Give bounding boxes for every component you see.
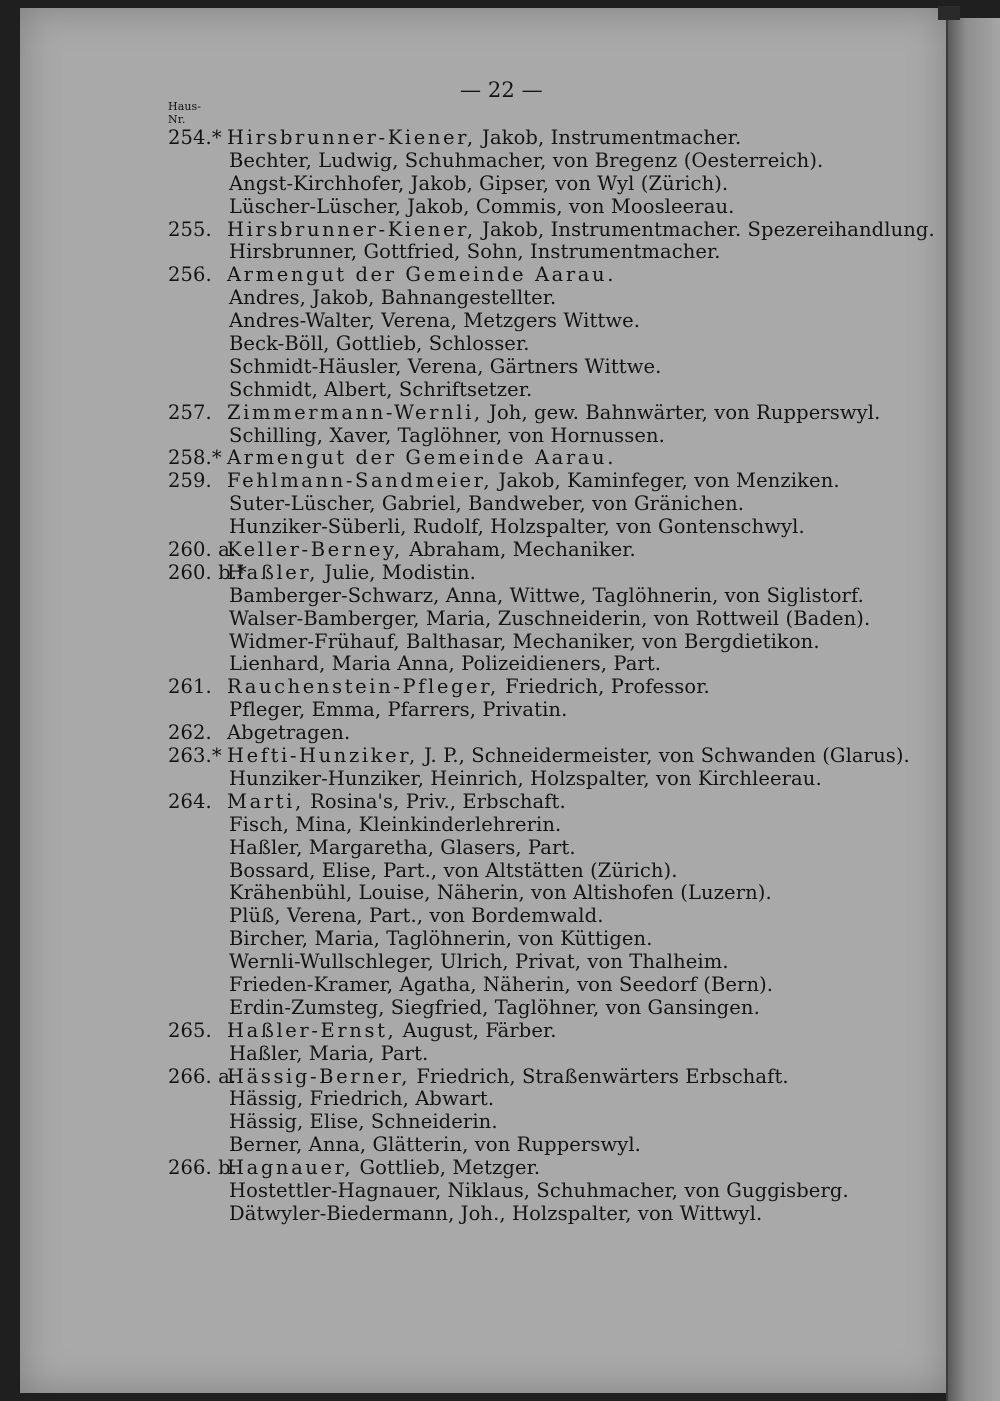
resident-entry: Lienhard, Maria Anna, Polizeidieners, Part. bbox=[229, 652, 662, 676]
resident-row bbox=[168, 768, 928, 791]
owner-name: Marti, bbox=[227, 789, 304, 813]
owner-name: Rauchenstein-Pfleger, bbox=[227, 675, 499, 699]
house-number: 265. bbox=[168, 1018, 212, 1042]
resident-entry: Erdin-Zumsteg, Siegfried, Taglöhner, von Gansingen. bbox=[229, 995, 760, 1019]
resident-row bbox=[168, 356, 928, 379]
resident-row bbox=[168, 493, 928, 516]
resident-entry: Fisch, Mina, Kleinkinderlehrerin. bbox=[229, 812, 562, 836]
resident-row bbox=[168, 837, 928, 860]
owner-line bbox=[227, 470, 840, 493]
resident-entry: Bircher, Maria, Taglöhnerin, von Küttigen. bbox=[229, 927, 653, 951]
owner-line bbox=[227, 745, 910, 768]
resident-row bbox=[168, 379, 928, 402]
resident-row bbox=[168, 1043, 928, 1066]
resident-entry: Haßler, Maria, Part. bbox=[229, 1041, 429, 1065]
owner-details: Jakob, Instrumentmacher. bbox=[475, 126, 742, 149]
owner-details: Jakob, Kaminfeger, von Menziken. bbox=[492, 469, 840, 493]
owner-line bbox=[227, 402, 880, 425]
owner-name: Fehlmann-Sandmeier, bbox=[227, 469, 493, 493]
entry-row bbox=[168, 1066, 928, 1089]
resident-row bbox=[168, 951, 928, 974]
owner-line bbox=[227, 539, 636, 562]
owner-line bbox=[227, 676, 710, 699]
house-number: 259. bbox=[168, 469, 212, 493]
resident-row bbox=[168, 1111, 928, 1134]
header-line-1: Haus- bbox=[168, 100, 202, 113]
resident-row bbox=[168, 928, 928, 951]
resident-entry: Pfleger, Emma, Pfarrers, Privatin. bbox=[229, 698, 568, 722]
resident-entry: Bechter, Ludwig, Schuhmacher, von Bregenz (Oesterreich). bbox=[229, 148, 824, 172]
owner-name: Hirsbrunner-Kiener, bbox=[227, 126, 476, 149]
entry-row bbox=[168, 1020, 928, 1043]
resident-entry: Schmidt, Albert, Schriftsetzer. bbox=[229, 377, 533, 401]
resident-row bbox=[168, 974, 928, 997]
resident-entry: Hostettler-Hagnauer, Niklaus, Schuhmacher, von Guggisberg. bbox=[229, 1178, 849, 1202]
house-number: 254.* bbox=[168, 126, 222, 149]
resident-entry: Bamberger-Schwarz, Anna, Wittwe, Taglöhnerin, von Siglistorf. bbox=[229, 583, 864, 607]
entry-list bbox=[168, 126, 935, 1226]
page-number: — 22 — bbox=[460, 78, 543, 102]
owner-line bbox=[227, 127, 741, 150]
owner-name: Zimmermann-Wernli, bbox=[227, 400, 483, 424]
owner-name: Hagnauer, bbox=[227, 1156, 354, 1180]
resident-row bbox=[168, 173, 928, 196]
owner-name: Haßler-Ernst, bbox=[227, 1018, 397, 1042]
entry-row bbox=[168, 127, 928, 150]
house-number: 255. bbox=[168, 217, 212, 241]
resident-entry: Hässig, Friedrich, Abwart. bbox=[229, 1087, 495, 1111]
resident-row bbox=[168, 310, 928, 333]
resident-entry: Berner, Anna, Glätterin, von Rupperswyl. bbox=[229, 1133, 641, 1157]
owner-line bbox=[227, 722, 350, 745]
resident-entry: Beck-Böll, Gottlieb, Schlosser. bbox=[229, 332, 530, 356]
resident-entry: Hunziker-Süberli, Rudolf, Holzspalter, von Gontenschwyl. bbox=[229, 515, 805, 539]
resident-row bbox=[168, 333, 928, 356]
resident-row bbox=[168, 699, 928, 722]
column-header-house-number bbox=[168, 100, 212, 126]
owner-details: Gottlieb, Metzger. bbox=[353, 1156, 541, 1180]
house-number: 263.* bbox=[168, 744, 222, 768]
resident-entry: Krähenbühl, Louise, Näherin, von Altishofen (Luzern). bbox=[229, 881, 772, 905]
resident-entry: Schmidt-Häusler, Verena, Gärtners Wittwe. bbox=[229, 354, 662, 378]
house-number: 260. b.* bbox=[168, 560, 247, 584]
owner-name: Armengut der Gemeinde Aarau. bbox=[227, 263, 616, 287]
resident-row bbox=[168, 631, 928, 654]
resident-entry: Frieden-Kramer, Agatha, Näherin, von Seedorf (Bern). bbox=[229, 972, 774, 996]
house-number: 256. bbox=[168, 263, 212, 287]
entry-row bbox=[168, 722, 928, 745]
resident-entry: Haßler, Margaretha, Glasers, Part. bbox=[229, 835, 576, 859]
resident-row bbox=[168, 1088, 928, 1111]
entry-row bbox=[168, 562, 928, 585]
resident-row bbox=[168, 1203, 928, 1226]
house-number: 266. a. bbox=[168, 1064, 237, 1088]
owner-details: August, Färber. bbox=[396, 1018, 557, 1042]
owner-details: Abraham, Mechaniker. bbox=[402, 538, 636, 562]
resident-row bbox=[168, 196, 928, 219]
resident-row bbox=[168, 1180, 928, 1203]
resident-entry: Hirsbrunner, Gottfried, Sohn, Instrumentmacher. bbox=[229, 240, 721, 264]
owner-details: Rosina's, Priv., Erbschaft. bbox=[303, 789, 566, 813]
entry-row bbox=[168, 1157, 928, 1180]
owner-details: Abgetragen. bbox=[227, 721, 351, 745]
owner-line bbox=[227, 264, 616, 287]
entry-row bbox=[168, 745, 928, 768]
owner-name: Hässig-Berner, bbox=[227, 1064, 411, 1088]
owner-line bbox=[227, 1157, 540, 1180]
resident-entry: Andres-Walter, Verena, Metzgers Wittwe. bbox=[229, 309, 641, 333]
entry-row bbox=[168, 402, 928, 425]
resident-entry: Suter-Lüscher, Gabriel, Bandweber, von Gränichen. bbox=[229, 492, 745, 516]
resident-row bbox=[168, 860, 928, 883]
owner-name: Haßler, bbox=[227, 560, 319, 584]
owner-details: Joh, gew. Bahnwärter, von Rupperswyl. bbox=[482, 400, 881, 424]
book-spine bbox=[948, 18, 1000, 1401]
house-number: 257. bbox=[168, 400, 212, 424]
header-line-2: Nr. bbox=[168, 113, 186, 126]
entry-row bbox=[168, 447, 928, 470]
resident-entry: Widmer-Frühauf, Balthasar, Mechaniker, von Bergdietikon. bbox=[229, 629, 820, 653]
resident-entry: Andres, Jakob, Bahnangestellter. bbox=[229, 286, 557, 310]
resident-entry: Hässig, Elise, Schneiderin. bbox=[229, 1110, 498, 1134]
owner-details: Friedrich, Straßenwärters Erbschaft. bbox=[410, 1064, 789, 1088]
resident-row bbox=[168, 997, 928, 1020]
owner-name: Keller-Berney, bbox=[227, 538, 403, 562]
owner-line bbox=[227, 562, 476, 585]
owner-line bbox=[227, 219, 935, 242]
resident-row bbox=[168, 608, 928, 631]
owner-line bbox=[227, 447, 616, 470]
owner-line bbox=[227, 791, 566, 814]
resident-entry: Walser-Bamberger, Maria, Zuschneiderin, von Rottweil (Baden). bbox=[229, 606, 871, 630]
resident-row bbox=[168, 516, 928, 539]
resident-row bbox=[168, 241, 928, 264]
owner-details: J. P., Schneidermeister, von Schwanden (Glarus). bbox=[417, 744, 910, 768]
house-number: 264. bbox=[168, 789, 212, 813]
owner-line bbox=[227, 1066, 789, 1089]
owner-name: Armengut der Gemeinde Aarau. bbox=[227, 446, 616, 470]
entry-row bbox=[168, 264, 928, 287]
house-number: 261. bbox=[168, 675, 212, 699]
resident-row bbox=[168, 905, 928, 928]
resident-row bbox=[168, 585, 928, 608]
house-number: 260. a. bbox=[168, 538, 237, 562]
entry-row bbox=[168, 470, 928, 493]
owner-name: Hirsbrunner-Kiener, bbox=[227, 217, 476, 241]
resident-row bbox=[168, 814, 928, 837]
entry-row bbox=[168, 791, 928, 814]
resident-row bbox=[168, 1134, 928, 1157]
entry-row bbox=[168, 217, 935, 242]
resident-row bbox=[168, 653, 928, 676]
resident-entry: Dätwyler-Biedermann, Joh., Holzspalter, von Wittwyl. bbox=[229, 1201, 763, 1225]
resident-row bbox=[168, 287, 928, 310]
house-number: 266. b. bbox=[168, 1156, 237, 1180]
resident-row bbox=[168, 150, 928, 173]
resident-entry: Bossard, Elise, Part., von Altstätten (Zürich). bbox=[229, 858, 678, 882]
resident-entry: Hunziker-Hunziker, Heinrich, Holzspalter, von Kirchleerau. bbox=[229, 766, 822, 790]
resident-entry: Lüscher-Lüscher, Jakob, Commis, von Moosleerau. bbox=[229, 194, 735, 218]
owner-line bbox=[227, 1020, 557, 1043]
resident-row bbox=[168, 425, 928, 448]
resident-row bbox=[168, 882, 928, 905]
corner-mark bbox=[938, 6, 960, 20]
resident-entry: Plüß, Verena, Part., von Bordemwald. bbox=[229, 904, 604, 928]
entry-row bbox=[168, 539, 928, 562]
entry-row bbox=[168, 676, 928, 699]
owner-name: Hefti-Hunziker, bbox=[227, 744, 418, 768]
owner-details: Julie, Modistin. bbox=[318, 560, 476, 584]
resident-entry: Angst-Kirchhofer, Jakob, Gipser, von Wyl (Zürich). bbox=[229, 171, 729, 195]
owner-details: Friedrich, Professor. bbox=[498, 675, 710, 699]
resident-entry: Schilling, Xaver, Taglöhner, von Hornussen. bbox=[229, 423, 665, 447]
house-number: 258.* bbox=[168, 446, 222, 470]
resident-entry: Wernli-Wullschleger, Ulrich, Privat, von Thalheim. bbox=[229, 950, 729, 974]
house-number: 262. bbox=[168, 721, 212, 745]
owner-details: Jakob, Instrumentmacher. Spezereihandlung. bbox=[475, 217, 935, 241]
